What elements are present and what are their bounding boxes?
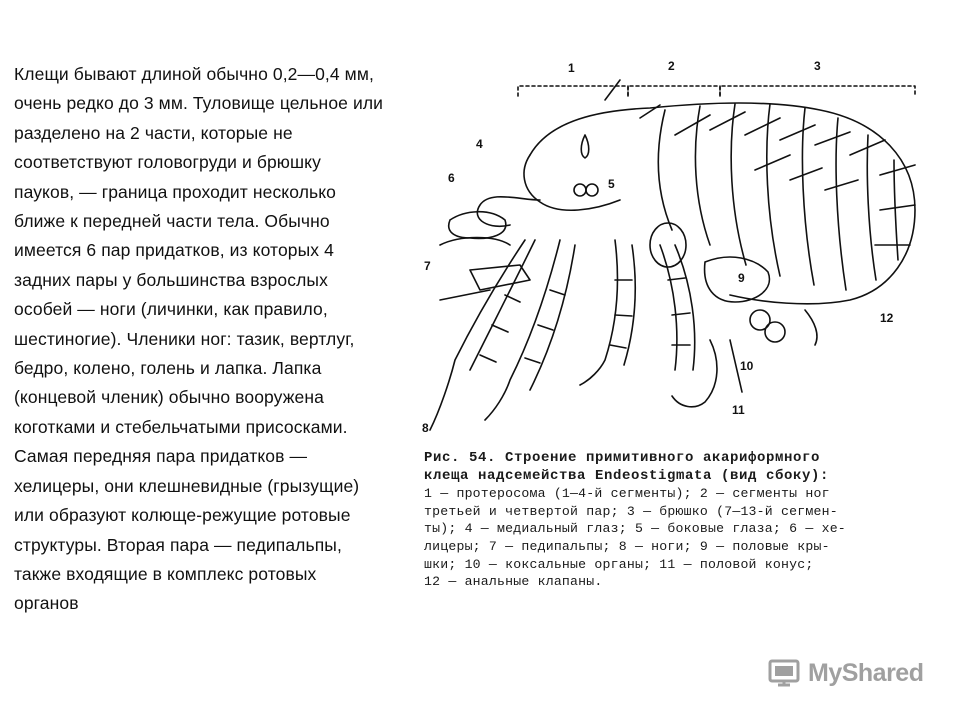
- text-line: очень редко до 3 мм. Туловище цельное или: [14, 93, 384, 114]
- text-line: пауков, — граница проходит несколько: [14, 181, 337, 202]
- text-line: разделено на 2 части, которые не: [14, 122, 293, 143]
- text-line: хелицеры, они клешневидные (грызущие): [14, 475, 360, 496]
- text-line: шестиногие). Членики ног: тазик, вертлуг,: [14, 328, 355, 349]
- caption-line: ты); 4 — медиальный глаз; 5 — боковые глаза; 6 — хе-: [424, 521, 846, 537]
- description-text: [14, 60, 444, 619]
- text-line: задних пары у большинства взрослых: [14, 269, 328, 290]
- fig-label-12: 12: [880, 311, 894, 325]
- text-line: (концевой членик) обычно вооружена: [14, 387, 324, 408]
- mite-drawing: [410, 40, 950, 440]
- text-line: ближе к передней части тела. Обычно: [14, 211, 330, 232]
- figure-caption: [424, 450, 940, 591]
- text-line: бедро, колено, голень и лапка. Лапка: [14, 358, 322, 379]
- caption-title-line: клеща надсемейства Endeostigmata (вид сбоку):: [424, 467, 830, 484]
- caption-line: лицеры; 7 — педипальпы; 8 — ноги; 9 — половые кры-: [424, 538, 830, 554]
- watermark-text: MyShared: [808, 658, 924, 687]
- text-line: Клещи бывают длиной обычно 0,2—0,4 мм,: [14, 64, 374, 84]
- text-line: также входящие в комплекс ротовых: [14, 563, 317, 584]
- caption-title-line: Рис. 54. Строение примитивного акариформного: [424, 450, 821, 466]
- mite-illustration: [410, 40, 950, 440]
- text-line: коготками и стебельчатыми присосками.: [14, 416, 348, 437]
- myshared-logo-icon: [766, 655, 802, 691]
- fig-label-4: 4: [476, 137, 483, 151]
- text-line: структуры. Вторая пара — педипальпы,: [14, 534, 342, 555]
- text-line: особей — ноги (личинки, как правило,: [14, 299, 328, 320]
- text-line: органов: [14, 593, 79, 614]
- fig-label-11: 11: [732, 403, 745, 417]
- text-line: соответствуют головогруди и брюшку: [14, 152, 321, 173]
- caption-line: шки; 10 — коксальные органы; 11 — половой конус;: [424, 556, 814, 572]
- fig-label-7: 7: [424, 259, 431, 273]
- fig-label-8: 8: [422, 421, 429, 435]
- fig-label-10: 10: [740, 359, 754, 373]
- watermark: [766, 655, 923, 691]
- text-line: Самая передняя пара придатков —: [14, 446, 308, 467]
- text-line: или образуют колюще-режущие ротовые: [14, 505, 351, 526]
- text-line: имеется 6 пар придатков, из которых 4: [14, 240, 334, 261]
- figure-labels: [422, 59, 894, 435]
- caption-line: 1 — протеросома (1—4-й сегменты); 2 — сегменты ног: [424, 486, 830, 502]
- fig-label-1: 1: [568, 61, 575, 75]
- fig-label-6: 6: [448, 171, 455, 185]
- caption-line: 12 — анальные клапаны.: [424, 574, 603, 590]
- fig-label-2: 2: [668, 59, 675, 73]
- fig-label-5: 5: [608, 177, 615, 191]
- caption-line: третьей и четвертой пар; 3 — брюшко (7—13-й сегмен-: [424, 503, 838, 519]
- fig-label-9: 9: [738, 271, 745, 285]
- fig-label-3: 3: [814, 59, 821, 73]
